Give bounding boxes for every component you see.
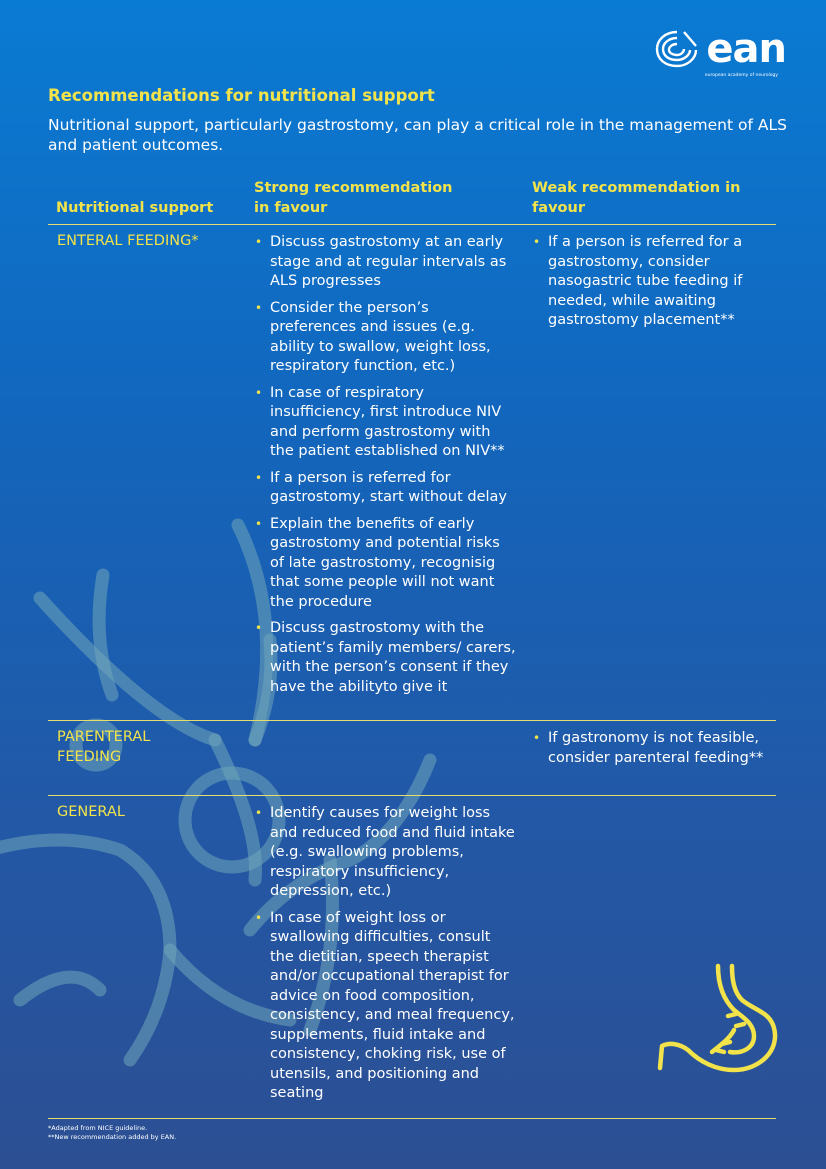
list-item: • In case of weight loss or swallowing difficulties, consult the dietitian, speech therapist and/or occupational therapist for advice on food composition, consistency, and meal frequency, supplements, fluid intake and consistency, choking risk, use of utensils, and positioning and seating <box>254 909 516 1104</box>
intro-paragraph: Nutritional support, particularly gastrostomy, can play a critical role in the management of ALS and patient outcomes. <box>48 116 787 154</box>
footnote-ean: **New recommendation added by EAN. <box>48 1132 177 1141</box>
header-strong-recommendation: Strong recommendation in favour <box>254 180 453 216</box>
logo-subtitle: european academy of neurology <box>704 73 778 78</box>
weak-recommendations-list <box>532 729 764 775</box>
stomach-icon <box>650 958 790 1083</box>
list-item: • Explain the benefits of early gastrostomy and potential risks of late gastrostomy, recognisig that some people will not want the procedure <box>254 515 516 613</box>
table-header <box>48 178 776 225</box>
footnotes <box>48 1124 176 1141</box>
header-nutritional-support: Nutritional support <box>56 200 214 216</box>
row-label: PARENTERAL FEEDING <box>57 729 151 765</box>
row-label: ENTERAL FEEDING* <box>57 233 199 249</box>
list-item: • In case of respiratory insufficiency, first introduce NIV and perform gastrostomy with the patient established on NIV** <box>254 384 516 462</box>
list-item: • If a person is referred for a gastrostomy, consider nasogastric tube feeding if needed, while awaiting gastrostomy placement** <box>532 233 764 331</box>
row-label: GENERAL <box>57 804 125 820</box>
list-item: • Identify causes for weight loss and reduced food and fluid intake (e.g. swallowing problems, respiratory insufficiency, depression, etc.) <box>254 804 516 902</box>
strong-recommendations-list <box>254 804 516 1111</box>
list-item: • Discuss gastrostomy at an early stage and at regular intervals as ALS progresses <box>254 233 516 292</box>
ean-logo <box>654 26 786 78</box>
list-item: • Consider the person’s preferences and issues (e.g. ability to swallow, weight loss, respiratory function, etc.) <box>254 299 516 377</box>
table-row-enteral-feeding <box>48 225 776 721</box>
footnote-nice: *Adapted from NICE guideline. <box>48 1124 148 1132</box>
header-weak-recommendation: Weak recommendation in favour <box>532 180 741 216</box>
brain-spiral-icon <box>654 28 700 70</box>
list-item: • Discuss gastrostomy with the patient’s family members/ carers, with the person’s consent if they have the abilityto give it <box>254 619 516 697</box>
strong-recommendations-list <box>254 233 516 704</box>
table-row-parenteral-feeding <box>48 721 776 796</box>
page-title: Recommendations for nutritional support <box>48 86 435 105</box>
logo-wordmark: ean <box>706 26 786 72</box>
list-item: • If a person is referred for gastrostomy, start without delay <box>254 469 516 508</box>
list-item: • If gastronomy is not feasible, consider parenteral feeding** <box>532 729 764 768</box>
weak-recommendations-list <box>532 233 764 338</box>
